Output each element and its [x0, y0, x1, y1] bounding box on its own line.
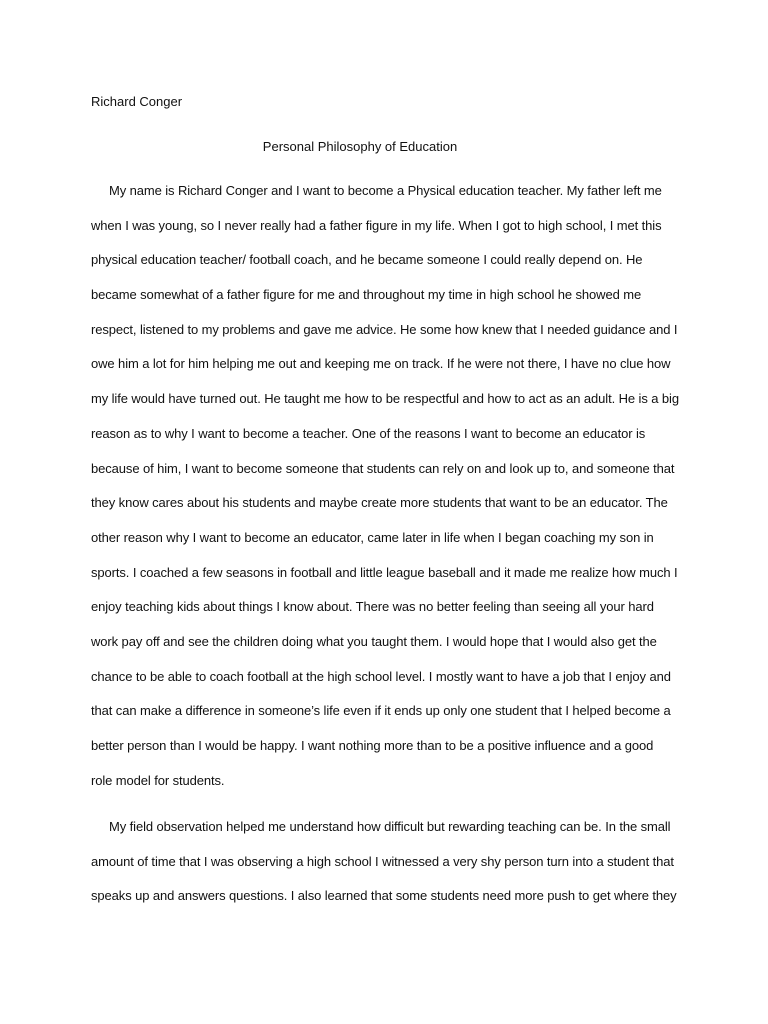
text-line: they know cares about his students and maybe create more students that want to be an educator. The: [91, 495, 668, 511]
text-line: physical education teacher/ football coach, and he became someone I could really depend on. He: [91, 252, 643, 268]
text-line: because of him, I want to become someone that students can rely on and look up to, and someone that: [91, 460, 675, 476]
text-line: that can make a difference in someone’s life even if it ends up only one student that I helped become a: [91, 703, 671, 719]
text-line: sports. I coached a few seasons in football and little league baseball and it made me realize how much I: [91, 564, 678, 580]
text-line: reason as to why I want to become a teacher. One of the reasons I want to become an educator is: [91, 425, 646, 441]
text-line: other reason why I want to become an educator, came later in life when I began coaching my son in: [91, 529, 654, 545]
text-line: when I was young, so I never really had a father figure in my life. When I got to high school, I met this: [91, 217, 662, 233]
text-line: became somewhat of a father figure for me and throughout my time in high school he showed me: [91, 287, 642, 303]
text-line: better person than I would be happy. I want nothing more than to be a positive influence and a good: [91, 738, 654, 753]
text-line: speaks up and answers questions. I also learned that some students need more push to get where they: [91, 888, 677, 904]
text-line: My field observation helped me understand how difficult but rewarding teaching can be. In the small: [109, 819, 671, 834]
text-line: my life would have turned out. He taught me how to be respectful and how to act as an adult. He is a big: [91, 391, 679, 407]
paragraph-2: [91, 818, 691, 922]
text-line: role model for students.: [91, 772, 225, 788]
author-name: Richard Conger: [91, 94, 183, 109]
text-line: amount of time that I was observing a high school I witnessed a very shy person turn into a student that: [91, 853, 674, 869]
text-line: respect, listened to my problems and gave me advice. He some how knew that I needed guidance and I: [91, 321, 678, 337]
text-line: owe him a lot for him helping me out and keeping me on track. If he were not there, I have no clue how: [91, 356, 671, 372]
document-title: Personal Philosophy of Education: [262, 139, 458, 154]
text-line: chance to be able to coach football at the high school level. I mostly want to have a job that I enjoy and: [91, 668, 671, 684]
text-line: enjoy teaching kids about things I know about. There was no better feeling than seeing all your hard: [91, 599, 654, 615]
text-line: My name is Richard Conger and I want to become a Physical education teacher. My father left me: [109, 183, 662, 198]
text-line: work pay off and see the children doing what you taught them. I would hope that I would also get the: [91, 633, 657, 649]
paragraph-1: [91, 182, 691, 806]
